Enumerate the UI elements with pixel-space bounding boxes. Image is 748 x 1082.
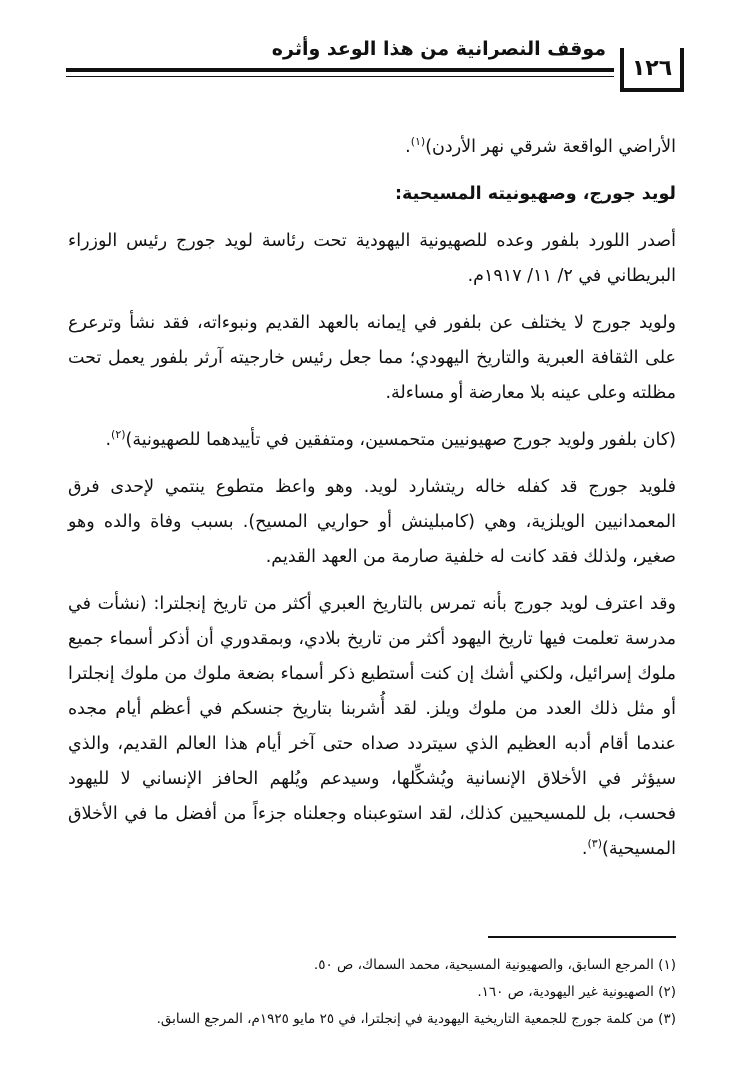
footnote: (٣) من كلمة جورج للجمعية التاريخية اليهودية في إنجلترا، في ٢٥ مايو ١٩٢٥م، المرجع السابق. (156, 1011, 676, 1027)
footnote: (١) المرجع السابق، والصهيونية المسيحية، محمد السماك، ص ٥٠. (313, 957, 676, 973)
paragraph-text: (كان بلفور ولويد جورج صهيونيين متحمسين، ومتفقين في تأييدهما للصهيونية) (125, 430, 676, 450)
section-heading: لويد جورج، وصهيونيته المسيحية: (395, 184, 676, 204)
paragraph: أصدر اللورد بلفور وعده للصهيونية اليهودية تحت رئاسة لويد جورج رئيس الوزراء البريطاني في ٢/ ١١/ ١٩١٧م. (68, 231, 676, 286)
header-rule-thin (66, 76, 614, 77)
main-text (68, 130, 676, 867)
header-rule (66, 68, 614, 72)
footnote-ref: (١) (410, 135, 426, 149)
paragraph (68, 130, 676, 165)
footnote-separator (488, 936, 676, 938)
paragraph-intro: وقد اعترف لويد جورج بأنه تمرس بالتاريخ العبري أكثر من تاريخ إنجلترا: (153, 594, 676, 614)
footnote-ref: (٢) (111, 428, 126, 442)
footnote: (٢) الصهيونية غير اليهودية، ص ١٦٠. (477, 984, 676, 1000)
paragraph: فلويد جورج قد كفله خاله ريتشارد لويد. وهو واعظ متطوع ينتمي لإحدى فرق المعمدانيين الويلزية، وهي (كامبلينش أو حواريي المسيح). بسبب وفاة والده وهو صغير، ولذلك فقد كانت له خلفية صارمة من العهد القديم. (68, 477, 676, 567)
paragraph (68, 423, 676, 458)
punctuation: . (581, 839, 588, 859)
punctuation: . (405, 137, 411, 157)
paragraph (68, 587, 676, 867)
paragraph: ولويد جورج لا يختلف عن بلفور في إيمانه بالعهد القديم ونبوءاته، فقد نشأ وترعرع على الثقافة العبرية والتاريخ اليهودي؛ مما جعل رئيس خارجيته آرثر بلفور يعمل تحت مظلته وعلى عينه بلا معارضة أو مساءلة. (68, 313, 676, 403)
punctuation: . (105, 430, 112, 450)
quotation: (نشأت في مدرسة تعلمت فيها تاريخ اليهود أكثر من تاريخ بلادي، وبمقدوري أن أذكر أسماء جميع ملوك إسرائيل، ولكني أشك إن كنت أستطيع ذكر أسماء بضعة ملوك من ملوك إنجلترا أو مثل ذلك العدد من ملوك ويلز. لقد أُشربنا بتاريخ جنسكم في أعظم أيام مجده عندما أقام أدبه العظيم الذي سيتردد صداه حتى آخر أيام هذا العالم القديم، والذي سيؤثر في الأخلاق الإنسانية ويُشكِّلها، وسيدعم ويُلهم الحافز الإنساني لا لليهود فحسب، بل للمسيحيين كذلك، لقد استوعبناه وجعلناه جزءاً من أفضل ما في الأخلاق المسيحية) (68, 594, 676, 859)
footnote-ref: (٣) (587, 837, 602, 851)
page-number: ١٢٦ (620, 48, 684, 92)
paragraph-text: الأراضي الواقعة شرقي نهر الأردن) (425, 137, 676, 157)
page-header (66, 30, 684, 94)
running-title: موقف النصرانية من هذا الوعد وأثره (271, 38, 606, 60)
footnotes (68, 952, 676, 1033)
